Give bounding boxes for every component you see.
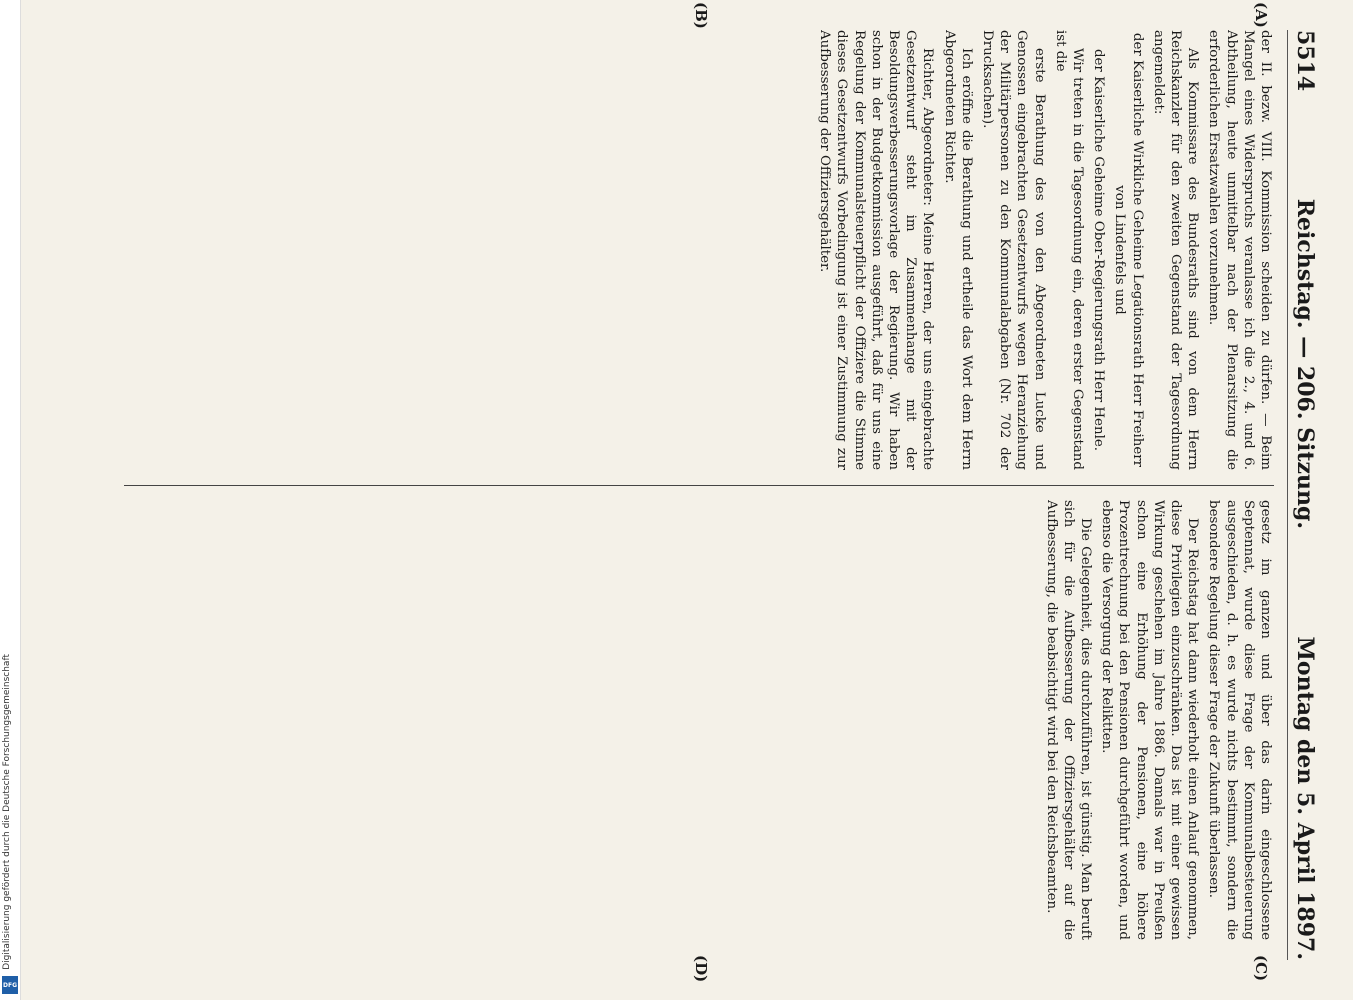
- left-paragraph: Wir treten in die Tagesordnung ein, deren erster Gegenstand ist die: [1052, 30, 1085, 470]
- dfg-logo: DFG: [2, 976, 18, 994]
- session-title: Reichstag. — 206. Sitzung.: [1292, 198, 1318, 530]
- margin-marker-c: (C): [1252, 955, 1270, 982]
- left-paragraph: Als Kommissare des Bundesraths sind von dem Herrn Reichskanzler für den zweiten Gegenstand der Tagesordnung angemeldet:: [1150, 30, 1201, 470]
- digitization-credit: Digitalisierung gefördert durch die Deutsche Forschungsgemeinschaft: [2, 654, 12, 970]
- right-column: [114, 500, 1274, 940]
- left-paragraph: erste Berathung des von den Abgeordneten Lucke und Genossen eingebrachten Gesetzentwurfs wegen Heranziehung der Militärpersonen zu den Kommunalabgaben (Nr. 702 der Drucksachen).: [979, 30, 1047, 470]
- page-header: [1287, 30, 1318, 960]
- left-paragraph: Richter, Abgeordneter: Meine Herren, der uns eingebrachte Gesetzentwurf steht im Zusammenhange mit der Besoldungsverbesserungsvorlage der Regierung. Wir haben schon in der Budgetkommission ausgeführt, daß für uns eine Regelung der Kommunalsteuerpflicht der Offiziere die Stimme dieses Gesetzentwurfs Vorbedingung ist einer Zustimmung zur Aufbesserung der Offiziersgehälter.: [817, 30, 936, 470]
- right-paragraph: gesetz im ganzen und über das darin eingeschlossene Septennat, wurde diese Frage der Kommunalbesteuerung ausgeschieden, d. h. es wurde nichts bestimmt, sondern die besondere Regelung dieser Frage der Zukunft überlassen.: [1206, 500, 1273, 940]
- page-number: 5514: [1292, 30, 1318, 92]
- left-paragraph: Ich eröffne die Berathung und ertheile das Wort dem Herrn Abgeordneten Richter.: [941, 30, 974, 470]
- document-page: [90, 0, 1330, 990]
- right-paragraph: Der Reichstag hat dann wiederholt einen Anlauf genommen, diese Privilegien einzuschränken. Das ist mit einer gewissen Wirkung geschehen im Jahre 1886. Damals war in Preußen schon eine Erhöhung der Pensionen, eine höhere Prozentrechnung bei den Pensionen durchgeführt worden, und ebenso die Versorgung der Reliktten.: [1099, 500, 1201, 940]
- column-divider: [124, 485, 1274, 486]
- margin-marker-a: (A): [1252, 2, 1270, 28]
- left-paragraph: der Kaiserliche Wirkliche Geheime Legationsrath Herr Freiherr von Lindenfels und: [1112, 32, 1145, 468]
- right-paragraph: Die Gelegenheit, dies durchzuführen, ist günstig. Man beruft sich für die Aufbesserung der Offiziersgehälter auf die Aufbesserung, die beabsichtigt wird bei den Reichsbeamten.: [1043, 500, 1093, 940]
- sidebar-strip: [0, 0, 21, 1000]
- margin-marker-d: (D): [692, 955, 710, 983]
- left-paragraph: der Kaiserliche Geheime Ober-Regierungsrath Herr Henle.: [1091, 48, 1107, 452]
- session-date: Montag den 5. April 1897.: [1292, 636, 1318, 960]
- left-paragraph: der II. bezw. VIII. Kommission scheiden zu dürfen. — Beim Mangel eines Widerspruchs veranlasse ich die 2., 4. und 6. Abtheilung, heute unmittelbar nach der Plenarsitzung die erforderlichen Ersatzwahlen vorzunehmen.: [1206, 30, 1273, 470]
- left-column: [114, 30, 1274, 470]
- scan-area: [30, 0, 1353, 1000]
- margin-marker-b: (B): [692, 2, 710, 29]
